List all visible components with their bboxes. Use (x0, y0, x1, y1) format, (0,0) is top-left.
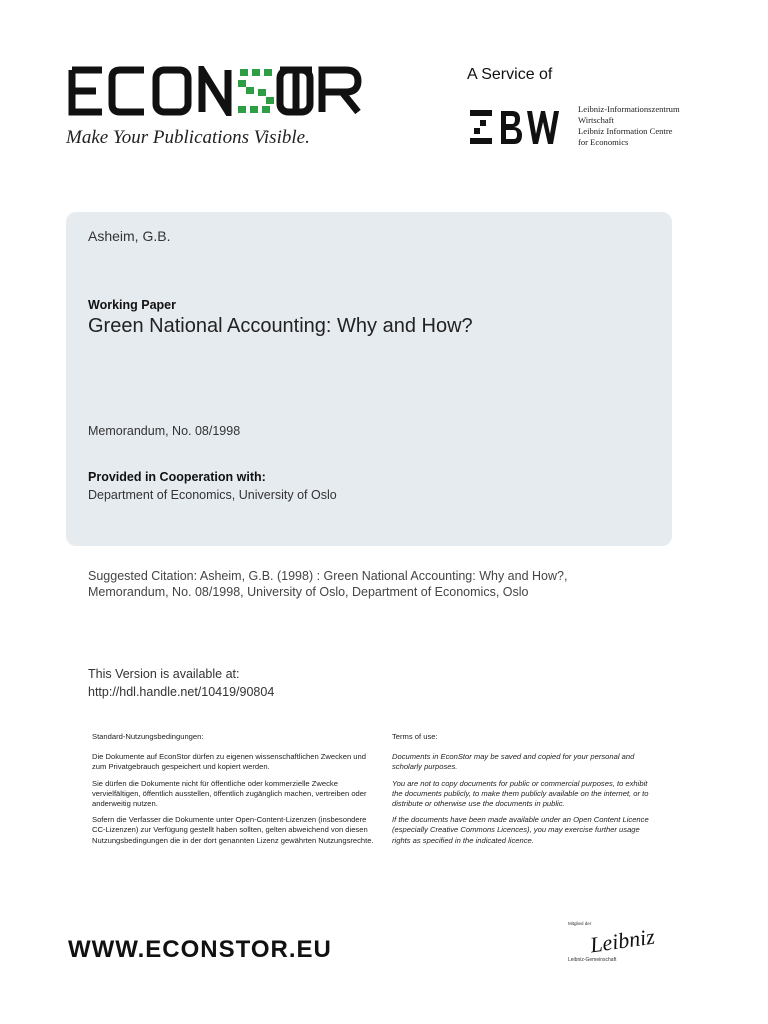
suggested-citation (88, 568, 648, 600)
cooperation-heading: Provided in Cooperation with: (88, 470, 266, 484)
zbw-logo (470, 108, 570, 148)
econstor-url[interactable]: WWW.ECONSTOR.EU (68, 936, 332, 963)
zbw-line: for Economics (578, 137, 629, 147)
terms-english (392, 732, 654, 852)
terms-paragraph: If the documents have been made available under an Open Content Licence (especially Creative Commons Licences), you may exercise further usage rights as specified in the indicated licence. (392, 815, 649, 845)
series: Memorandum, No. 08/1998 (88, 424, 241, 438)
terms-english-heading: Terms of use: (392, 732, 438, 741)
zbw-line: Leibniz-Informationszentrum (578, 104, 680, 114)
leibniz-logo: Leibniz (588, 923, 657, 958)
version-info (88, 665, 274, 701)
author: Asheim, G.B. (88, 228, 171, 244)
logo-o-overlay (276, 66, 316, 121)
logo-r-letter (316, 66, 366, 116)
version-label: This Version is available at: (88, 667, 240, 681)
handle-link[interactable]: http://hdl.handle.net/10419/90804 (88, 685, 275, 699)
document-type: Working Paper (88, 298, 176, 312)
terms-paragraph: Documents in EconStor may be saved and copied for your personal and scholarly purposes. (392, 752, 635, 772)
cooperation-institution: Department of Economics, University of Oslo (88, 488, 337, 502)
logo-o-letter (276, 66, 316, 116)
zbw-description (578, 104, 680, 148)
terms-paragraph: Sie dürfen die Dokumente nicht für öffentliche oder kommerzielle Zwecke vervielfältigen, öffentlich ausstellen, öffentlich zugänglich machen, vertreiben oder anderweitig nutzen. (92, 778, 367, 809)
terms-german-heading: Standard-Nutzungsbedingungen: (92, 732, 204, 741)
logo-or-overlay (316, 66, 366, 121)
tagline: Make Your Publications Visible. (66, 127, 310, 148)
leibniz-association-label: Leibniz-Gemeinschaft (568, 957, 617, 963)
citation-line: Memorandum, No. 08/1998, University of Oslo, Department of Economics, Oslo (88, 585, 529, 599)
zbw-logo-icon (470, 108, 570, 148)
terms-paragraph: Sofern die Verfasser die Dokumente unter Open-Content-Lizenzen (insbesondere CC-Lizenzen) zur Verfügung gestellt haben sollten, gelten abweichend von diesen Nutzungsbedingungen die in der dort genannten Lizenz gewährten Nutzungsrechte. (92, 815, 374, 845)
terms-german (92, 732, 374, 852)
terms-paragraph: Die Dokumente auf EconStor dürfen zu eigenen wissenschaftlichen Zwecken und zum Privatgebrauch gespeichert und kopiert werden. (92, 752, 366, 772)
leibniz-member-label: Mitglied der (568, 921, 592, 926)
zbw-line: Wirtschaft (578, 115, 614, 125)
service-label: A Service of (467, 66, 553, 83)
citation-line: Suggested Citation: Asheim, G.B. (1998) : Green National Accounting: Why and How?, (88, 569, 568, 583)
document-title: Green National Accounting: Why and How? (88, 315, 473, 337)
zbw-line: Leibniz Information Centre (578, 126, 673, 136)
terms-paragraph: You are not to copy documents for public or commercial purposes, to exhibit the documents publicly, to make them publicly available on the internet, or to distribute or otherwise use the documents in public. (392, 778, 649, 809)
